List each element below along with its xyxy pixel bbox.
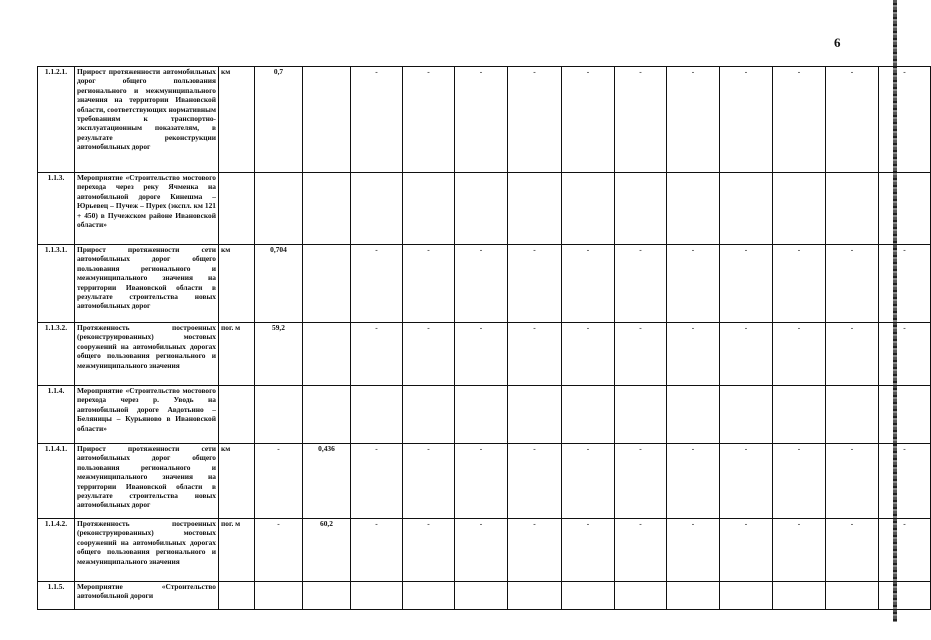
- table-row: [38, 173, 931, 245]
- value-cell: -: [508, 444, 562, 519]
- value-cell: [720, 386, 773, 444]
- value-cell: -: [720, 323, 773, 386]
- value-cell: [508, 173, 562, 245]
- row-unit: км: [219, 67, 255, 173]
- value-cell: -: [720, 245, 773, 323]
- value-cell: -: [879, 245, 931, 323]
- value-cell: [455, 173, 508, 245]
- row-unit: [219, 386, 255, 444]
- value-cell: [562, 386, 615, 444]
- value-cell: -: [351, 519, 403, 582]
- value-cell: -: [351, 444, 403, 519]
- table-row: [38, 67, 931, 173]
- value-cell: -: [403, 519, 455, 582]
- value-cell: [508, 386, 562, 444]
- row-number: 1.1.3.: [38, 173, 75, 245]
- value-cell: -: [720, 444, 773, 519]
- row-number: 1.1.2.1.: [38, 67, 75, 173]
- row-number: 1.1.5.: [38, 582, 75, 610]
- value-cell: [773, 386, 826, 444]
- value-cell: -: [667, 67, 720, 173]
- value-cell: [720, 582, 773, 610]
- value-cell: -: [403, 67, 455, 173]
- value-cell: [303, 582, 351, 610]
- value-cell: -: [508, 519, 562, 582]
- value-cell: -: [615, 245, 667, 323]
- value-cell: -: [667, 444, 720, 519]
- value-cell: [562, 173, 615, 245]
- value-cell: -: [879, 323, 931, 386]
- value-cell: -: [615, 444, 667, 519]
- row-number: 1.1.4.1.: [38, 444, 75, 519]
- value-cell: [773, 173, 826, 245]
- value-cell: -: [351, 323, 403, 386]
- value-cell: -: [667, 245, 720, 323]
- value-cell: -: [351, 245, 403, 323]
- table-row: [38, 245, 931, 323]
- value-cell: [720, 173, 773, 245]
- value-cell: [255, 173, 303, 245]
- row-description: Протяженность построенных (реконструированных) мостовых сооружений на автомобильных дорогах общего пользования регионального и межмуниципального значения: [75, 519, 219, 582]
- value-cell: -: [773, 519, 826, 582]
- value-cell: -: [773, 323, 826, 386]
- value-cell: -: [615, 519, 667, 582]
- value-cell: 60,2: [303, 519, 351, 582]
- row-number: 1.1.3.2.: [38, 323, 75, 386]
- value-cell: -: [773, 67, 826, 173]
- value-cell: [455, 582, 508, 610]
- value-cell: -: [508, 245, 562, 323]
- value-cell: [255, 386, 303, 444]
- value-cell: -: [455, 323, 508, 386]
- value-cell: -: [455, 67, 508, 173]
- value-cell: -: [826, 323, 879, 386]
- value-cell: -: [351, 67, 403, 173]
- value-cell: [403, 386, 455, 444]
- row-unit: км: [219, 444, 255, 519]
- value-cell: [879, 386, 931, 444]
- value-cell: -: [508, 67, 562, 173]
- value-cell: -: [826, 67, 879, 173]
- row-unit: [219, 582, 255, 610]
- value-cell: [351, 582, 403, 610]
- value-cell: 59,2: [255, 323, 303, 386]
- row-unit: [219, 173, 255, 245]
- value-cell: [303, 323, 351, 386]
- value-cell: [403, 173, 455, 245]
- row-description: Мероприятие «Строительство мостового перехода через р. Уводь на автомобильной дороге Авдотьино – Беляницы – Курьяново в Ивановской области»: [75, 386, 219, 444]
- value-cell: [615, 386, 667, 444]
- row-description: Мероприятие «Строительство автомобильной дороги: [75, 582, 219, 610]
- value-cell: -: [403, 444, 455, 519]
- value-cell: 0,7: [255, 67, 303, 173]
- value-cell: [667, 582, 720, 610]
- value-cell: -: [720, 519, 773, 582]
- value-cell: [303, 386, 351, 444]
- value-cell: 0,436: [303, 444, 351, 519]
- value-cell: -: [455, 519, 508, 582]
- row-unit: пог. м: [219, 519, 255, 582]
- value-cell: [351, 173, 403, 245]
- value-cell: -: [255, 519, 303, 582]
- row-description: Прирост протяженности сети автомобильных дорог общего пользования регионального и межмуниципального значения на территории Ивановской области в результате строительства новых автомобильных дорог: [75, 444, 219, 519]
- row-unit: км: [219, 245, 255, 323]
- value-cell: [303, 173, 351, 245]
- value-cell: [562, 582, 615, 610]
- value-cell: -: [773, 245, 826, 323]
- row-description: Протяженность построенных (реконструированных) мостовых сооружений на автомобильных дорогах общего пользования регионального и межмуниципального значения: [75, 323, 219, 386]
- value-cell: [826, 386, 879, 444]
- value-cell: [255, 582, 303, 610]
- value-cell: -: [562, 519, 615, 582]
- value-cell: -: [615, 67, 667, 173]
- value-cell: [508, 582, 562, 610]
- page-number: 6: [834, 35, 841, 50]
- value-cell: -: [773, 444, 826, 519]
- value-cell: -: [562, 245, 615, 323]
- value-cell: -: [562, 67, 615, 173]
- value-cell: [826, 173, 879, 245]
- table-row: [38, 386, 931, 444]
- value-cell: -: [455, 245, 508, 323]
- value-cell: -: [255, 444, 303, 519]
- value-cell: [303, 67, 351, 173]
- value-cell: [455, 386, 508, 444]
- row-description: Мероприятие «Строительство мостового перехода через реку Ячменка на автомобильной дороге Кинешма – Юрьевец – Пучеж – Пурех (экспл. км 121 + 450) в Пучежском районе Ивановской области»: [75, 173, 219, 245]
- value-cell: -: [403, 245, 455, 323]
- value-cell: -: [826, 245, 879, 323]
- value-cell: -: [403, 323, 455, 386]
- value-cell: -: [455, 444, 508, 519]
- row-number: 1.1.3.1.: [38, 245, 75, 323]
- value-cell: -: [615, 323, 667, 386]
- value-cell: [667, 173, 720, 245]
- value-cell: -: [720, 67, 773, 173]
- row-number: 1.1.4.2.: [38, 519, 75, 582]
- value-cell: [351, 386, 403, 444]
- value-cell: -: [562, 323, 615, 386]
- value-cell: [615, 582, 667, 610]
- value-cell: -: [667, 519, 720, 582]
- value-cell: [826, 582, 879, 610]
- value-cell: -: [667, 323, 720, 386]
- value-cell: -: [879, 519, 931, 582]
- value-cell: 0,704: [255, 245, 303, 323]
- table-row: [38, 582, 931, 610]
- row-description: Прирост протяженности сети автомобильных дорог общего пользования регионального и межмуниципального значения на территории Ивановской области в результате строительства новых автомобильных дорог: [75, 245, 219, 323]
- value-cell: [615, 173, 667, 245]
- value-cell: [773, 582, 826, 610]
- row-unit: пог. м: [219, 323, 255, 386]
- table-row: [38, 444, 931, 519]
- value-cell: [303, 245, 351, 323]
- row-number: 1.1.4.: [38, 386, 75, 444]
- value-cell: [667, 386, 720, 444]
- value-cell: -: [879, 444, 931, 519]
- value-cell: -: [879, 67, 931, 173]
- value-cell: -: [826, 519, 879, 582]
- value-cell: -: [826, 444, 879, 519]
- value-cell: -: [508, 323, 562, 386]
- row-description: Прирост протяженности автомобильных дорог общего пользования регионального и межмуниципального значения на территории Ивановской области, соответствующих нормативным требованиям к транспортно-эксплуатационным показателям, в результате реконструкции автомобильных дорог: [75, 67, 219, 173]
- value-cell: [879, 582, 931, 610]
- table-row: [38, 519, 931, 582]
- value-cell: [879, 173, 931, 245]
- indicators-table: [37, 66, 931, 610]
- value-cell: [403, 582, 455, 610]
- value-cell: -: [562, 444, 615, 519]
- table-row: [38, 323, 931, 386]
